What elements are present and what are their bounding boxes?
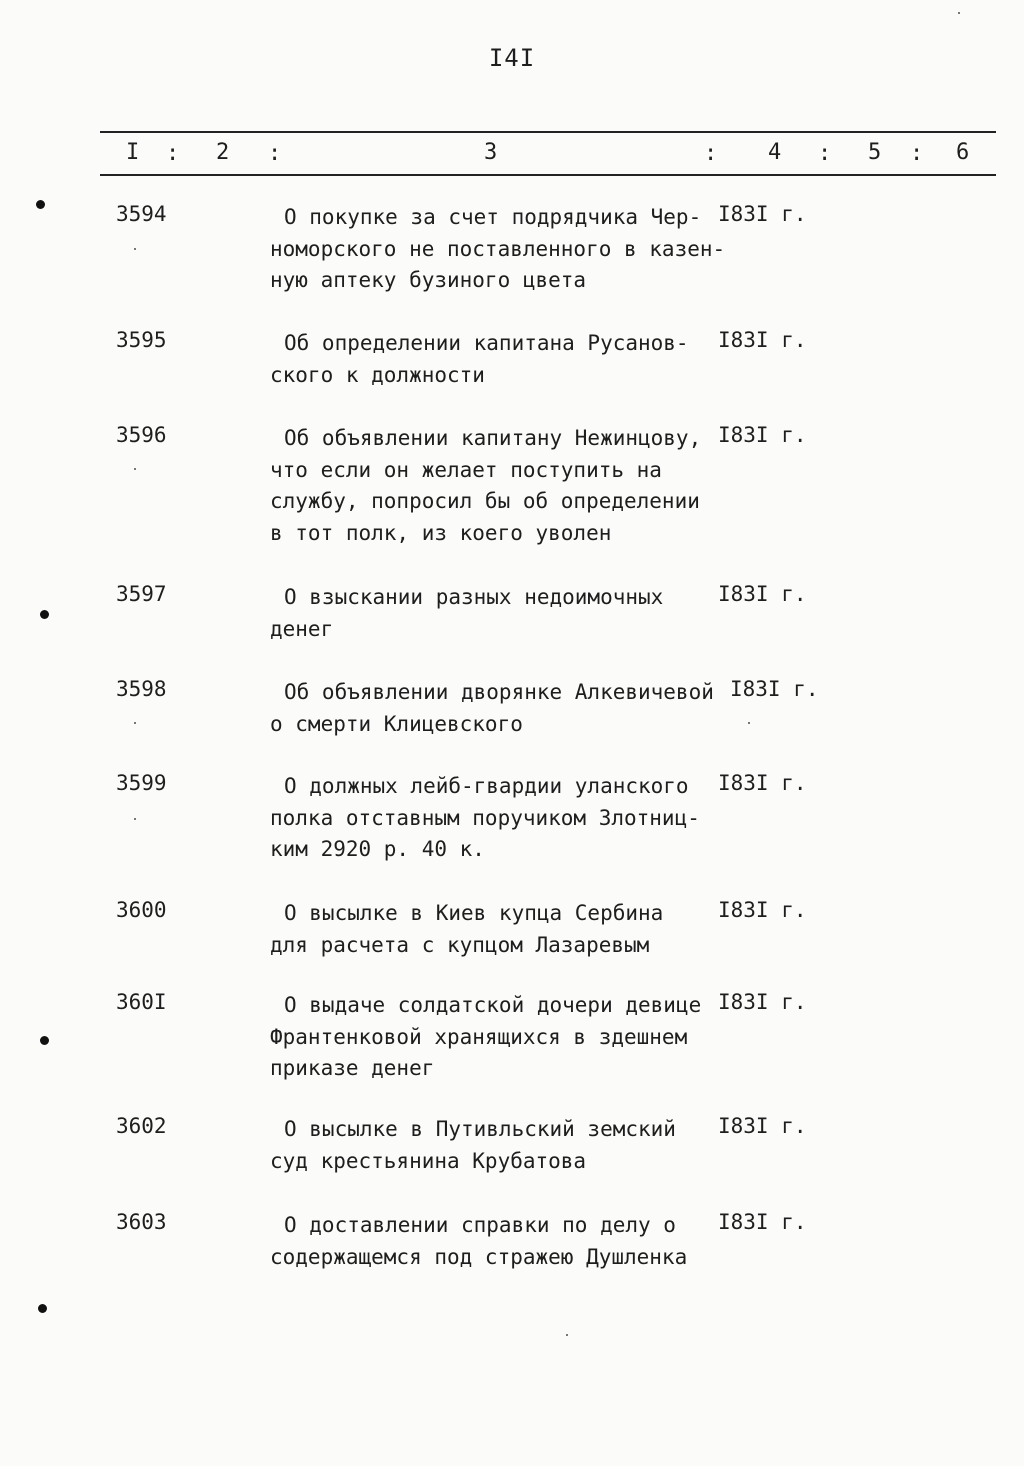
column-header-4: 4 — [768, 140, 782, 165]
column-header-6: 6 — [956, 140, 970, 165]
punch-hole-mark — [40, 610, 49, 619]
entry-year: I83I г. — [718, 202, 807, 226]
entry-number: 3600 — [116, 898, 167, 922]
entry-title — [270, 677, 730, 740]
scan-speck — [566, 1334, 568, 1336]
entry-number: 3596 — [116, 423, 167, 447]
column-header-1: I — [126, 140, 140, 165]
entry-number: 3599 — [116, 771, 167, 795]
entry-title — [270, 898, 730, 961]
entry-title — [270, 990, 730, 1085]
entry-number: 3594 — [116, 202, 167, 226]
entry-title-line: Об объявлении дворянке Алкевичевой — [284, 680, 714, 704]
entry-title-line: что если он желает поступить на — [270, 457, 662, 482]
entry-title-line: приказе денег — [270, 1056, 435, 1080]
entry-title-line: для расчета с купцом Лазаревым — [270, 932, 650, 957]
scan-speck — [748, 722, 750, 724]
entry-title-line: Об определении капитана Русанов- — [284, 331, 689, 355]
entry-year: I83I г. — [718, 423, 807, 447]
entry-title — [270, 328, 730, 391]
entry-number: 3598 — [116, 677, 167, 701]
header-top-rule — [100, 131, 996, 133]
column-separator: : — [704, 141, 718, 166]
entry-title-line: ского к должности — [270, 362, 485, 387]
column-header-5: 5 — [868, 140, 882, 165]
scan-speck — [958, 12, 960, 14]
column-header-2: 2 — [216, 140, 230, 165]
entry-title-line: ким 2920 р. 40 к. — [270, 837, 485, 861]
scan-speck — [134, 818, 136, 820]
entry-title-line: О высылке в Путивльский земский — [284, 1117, 676, 1141]
entry-year: I83I г. — [718, 771, 807, 795]
entry-title-line: содержащемся под стражею Душленка — [270, 1244, 688, 1269]
entry-title-line: О покупке за счет подрядчика Чер- — [284, 205, 702, 229]
entry-title-line: номорского не поставленного в казен- — [270, 236, 726, 261]
entry-number: 3603 — [116, 1210, 167, 1234]
header-bottom-rule — [100, 174, 996, 176]
punch-hole-mark — [36, 200, 45, 209]
punch-hole-mark — [40, 1036, 49, 1045]
entry-year: I83I г. — [718, 582, 807, 606]
scan-speck — [134, 722, 136, 724]
column-separator: : — [166, 141, 180, 166]
entry-year: I83I г. — [718, 328, 807, 352]
entry-number: 3602 — [116, 1114, 167, 1138]
entry-title-line: О взыскании разных недоимочных — [284, 585, 664, 609]
entry-title-line: о смерти Клицевского — [270, 711, 523, 736]
entry-year: I83I г. — [718, 898, 807, 922]
entry-title-line: О должных лейб-гвардии уланского — [284, 774, 689, 798]
entry-title-line: в тот полк, из коего уволен — [270, 520, 612, 545]
entry-title-line: ную аптеку бузиного цвета — [270, 268, 587, 292]
entry-title-line: службу, попросил бы об определении — [270, 489, 700, 513]
page-number: I4I — [488, 44, 536, 72]
entry-title — [270, 1114, 730, 1177]
entry-title-line: Франтенковой хранящихся в здешнем — [270, 1024, 688, 1049]
entry-number: 360I — [116, 990, 167, 1014]
entry-title-line: О выдаче солдатской дочери девице — [284, 993, 702, 1017]
entry-year: I83I г. — [730, 677, 819, 701]
entry-year: I83I г. — [718, 1210, 807, 1234]
column-separator: : — [910, 141, 924, 166]
entry-title-line: суд крестьянина Крубатова — [270, 1148, 587, 1173]
scan-speck — [134, 248, 136, 250]
entry-title-line: О доставлении справки по делу о — [284, 1213, 676, 1237]
entry-title — [270, 582, 730, 645]
entry-title — [270, 202, 730, 297]
scan-speck — [134, 468, 136, 470]
entry-year: I83I г. — [718, 990, 807, 1014]
entry-title — [270, 771, 730, 866]
entry-title — [270, 1210, 730, 1273]
entry-title-line: О высылке в Киев купца Сербина — [284, 901, 664, 925]
column-separator: : — [818, 141, 832, 166]
column-separator: : — [268, 141, 282, 166]
punch-hole-mark — [38, 1304, 47, 1313]
entry-title-line: полка отставным поручиком Злотниц- — [270, 805, 700, 830]
entry-title-line: денег — [270, 616, 334, 641]
entry-year: I83I г. — [718, 1114, 807, 1138]
entry-title-line: Об объявлении капитану Нежинцову, — [284, 426, 702, 450]
column-header-3: 3 — [484, 140, 498, 165]
entry-number: 3597 — [116, 582, 167, 606]
entry-number: 3595 — [116, 328, 167, 352]
entry-title — [270, 423, 730, 549]
